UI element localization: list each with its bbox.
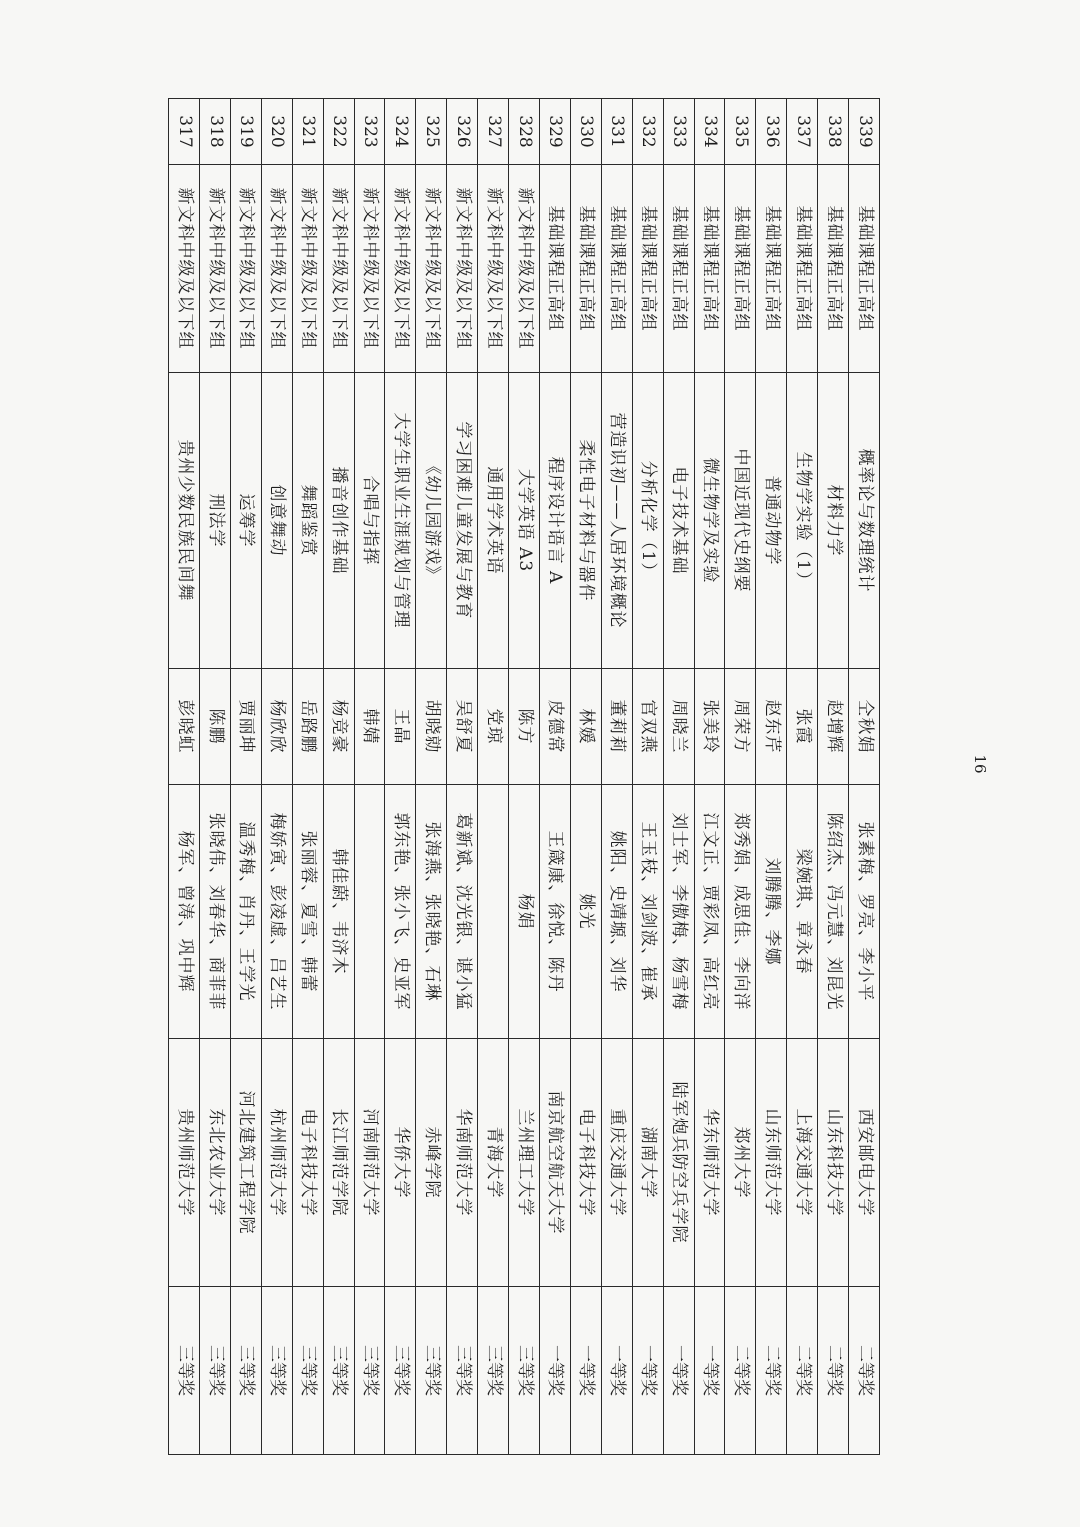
- members-cell: 韩佳蔚、韦济木: [323, 785, 354, 1039]
- leader-cell: 官双燕: [632, 669, 663, 785]
- row-number: 335: [725, 99, 756, 165]
- leader-cell: 仝秋娟: [849, 669, 880, 785]
- leader-cell: 党琼: [478, 669, 509, 785]
- members-cell: 梅娇寅、彭凌虚、吕艺生: [261, 785, 292, 1039]
- group-cell: 新文科中级及以下组: [416, 165, 447, 373]
- members-cell: 王玉枝、刘剑波、崔承: [632, 785, 663, 1039]
- course-cell: 播音创作基础: [323, 373, 354, 669]
- row-number: 333: [663, 99, 694, 165]
- award-cell: 三等奖: [385, 1287, 416, 1455]
- table-row: [323, 99, 354, 1455]
- course-cell: 运筹学: [230, 373, 261, 669]
- award-cell: 三等奖: [292, 1287, 323, 1455]
- award-cell: 三等奖: [354, 1287, 385, 1455]
- table-row: [818, 99, 849, 1455]
- group-cell: 新文科中级及以下组: [323, 165, 354, 373]
- group-cell: 新文科中级及以下组: [261, 165, 292, 373]
- members-cell: 刘腾腾、李娜: [756, 785, 787, 1039]
- table-row: [694, 99, 725, 1455]
- course-cell: 中国近现代史纲要: [725, 373, 756, 669]
- row-number: 330: [570, 99, 601, 165]
- row-number: 318: [200, 99, 231, 165]
- group-cell: 基础课程正高组: [756, 165, 787, 373]
- award-cell: 三等奖: [200, 1287, 231, 1455]
- row-number: 321: [292, 99, 323, 165]
- leader-cell: 贾丽坤: [230, 669, 261, 785]
- members-cell: 梁婉琪、章永春: [787, 785, 818, 1039]
- school-cell: 南京航空航天大学: [540, 1039, 571, 1287]
- members-cell: 张素梅、罗亮、李小平: [849, 785, 880, 1039]
- school-cell: 重庆交通大学: [601, 1039, 632, 1287]
- course-cell: 生物学实验（1）: [787, 373, 818, 669]
- school-cell: 华东师范大学: [694, 1039, 725, 1287]
- leader-cell: 杨欣欣: [261, 669, 292, 785]
- leader-cell: 杨竞豪: [323, 669, 354, 785]
- leader-cell: 周荣方: [725, 669, 756, 785]
- school-cell: 山东师范大学: [756, 1039, 787, 1287]
- award-cell: 一等奖: [540, 1287, 571, 1455]
- table-row: [849, 99, 880, 1455]
- table-row: [200, 99, 231, 1455]
- course-cell: 通用学术英语: [478, 373, 509, 669]
- page-number: 16: [971, 754, 989, 774]
- members-cell: [478, 785, 509, 1039]
- course-cell: 刑法学: [200, 373, 231, 669]
- members-cell: 刘士军、李傲梅、杨雪梅: [663, 785, 694, 1039]
- table-row: [385, 99, 416, 1455]
- members-cell: 温秀梅、肖丹、王学光: [230, 785, 261, 1039]
- leader-cell: 皮德常: [540, 669, 571, 785]
- table-row: [756, 99, 787, 1455]
- row-number: 334: [694, 99, 725, 165]
- school-cell: 杭州师范大学: [261, 1039, 292, 1287]
- group-cell: 新文科中级及以下组: [478, 165, 509, 373]
- award-cell: 三等奖: [169, 1287, 200, 1455]
- members-cell: 江文正、贾彩凤、高红亮: [694, 785, 725, 1039]
- table-row: [663, 99, 694, 1455]
- row-number: 325: [416, 99, 447, 165]
- award-cell: 二等奖: [818, 1287, 849, 1455]
- school-cell: 上海交通大学: [787, 1039, 818, 1287]
- row-number: 324: [385, 99, 416, 165]
- group-cell: 新文科中级及以下组: [200, 165, 231, 373]
- table-row: [509, 99, 540, 1455]
- course-cell: 贵州少数民族民间舞: [169, 373, 200, 669]
- course-cell: 材料力学: [818, 373, 849, 669]
- course-cell: 柔性电子材料与器件: [570, 373, 601, 669]
- table-rotation-frame: [168, 98, 880, 1454]
- school-cell: 河北建筑工程学院: [230, 1039, 261, 1287]
- row-number: 336: [756, 99, 787, 165]
- course-cell: 合唱与指挥: [354, 373, 385, 669]
- table-row: [478, 99, 509, 1455]
- school-cell: 电子科技大学: [570, 1039, 601, 1287]
- table-row: [292, 99, 323, 1455]
- row-number: 329: [540, 99, 571, 165]
- school-cell: 青海大学: [478, 1039, 509, 1287]
- school-cell: 陆军炮兵防空兵学院: [663, 1039, 694, 1287]
- members-cell: 张丽蓉、夏雪、韩蕾: [292, 785, 323, 1039]
- course-cell: 程序设计语言 A: [540, 373, 571, 669]
- group-cell: 基础课程正高组: [570, 165, 601, 373]
- members-cell: 郭东艳、张小飞、史亚军: [385, 785, 416, 1039]
- table-row: [787, 99, 818, 1455]
- table-row: [416, 99, 447, 1455]
- school-cell: 贵州师范大学: [169, 1039, 200, 1287]
- row-number: 326: [447, 99, 478, 165]
- table-row: [169, 99, 200, 1455]
- course-cell: 微生物学及实验: [694, 373, 725, 669]
- course-cell: 营造识初——人居环境概论: [601, 373, 632, 669]
- members-cell: 郑秀娟、成思佳、李向洋: [725, 785, 756, 1039]
- award-cell: 三等奖: [478, 1287, 509, 1455]
- table-row: [447, 99, 478, 1455]
- course-cell: 舞蹈鉴赏: [292, 373, 323, 669]
- school-cell: 华侨大学: [385, 1039, 416, 1287]
- table-row: [230, 99, 261, 1455]
- course-cell: 大学生职业生涯规划与管理: [385, 373, 416, 669]
- award-cell: 二等奖: [725, 1287, 756, 1455]
- leader-cell: 张美玲: [694, 669, 725, 785]
- row-number: 338: [818, 99, 849, 165]
- course-cell: 创意舞动: [261, 373, 292, 669]
- group-cell: 基础课程正高组: [787, 165, 818, 373]
- members-cell: 杨军、曾涛、巩中辉: [169, 785, 200, 1039]
- table-row: [570, 99, 601, 1455]
- leader-cell: 陈鹏: [200, 669, 231, 785]
- rotated-sheet: [168, 98, 880, 1454]
- row-number: 320: [261, 99, 292, 165]
- course-cell: 分析化学（1）: [632, 373, 663, 669]
- group-cell: 新文科中级及以下组: [447, 165, 478, 373]
- members-cell: [354, 785, 385, 1039]
- row-number: 332: [632, 99, 663, 165]
- group-cell: 基础课程正高组: [849, 165, 880, 373]
- group-cell: 新文科中级及以下组: [509, 165, 540, 373]
- members-cell: 杨娟: [509, 785, 540, 1039]
- group-cell: 新文科中级及以下组: [230, 165, 261, 373]
- members-cell: 姚阳、史靖塬、刘华: [601, 785, 632, 1039]
- leader-cell: 韩婧: [354, 669, 385, 785]
- school-cell: 山东科技大学: [818, 1039, 849, 1287]
- table-row: [725, 99, 756, 1455]
- award-cell: 三等奖: [416, 1287, 447, 1455]
- school-cell: 长江师范学院: [323, 1039, 354, 1287]
- group-cell: 新文科中级及以下组: [292, 165, 323, 373]
- table-row: [540, 99, 571, 1455]
- members-cell: 姚光: [570, 785, 601, 1039]
- course-cell: 学习困难儿童发展与教育: [447, 373, 478, 669]
- leader-cell: 周晓兰: [663, 669, 694, 785]
- school-cell: 东北农业大学: [200, 1039, 231, 1287]
- row-number: 319: [230, 99, 261, 165]
- group-cell: 基础课程正高组: [540, 165, 571, 373]
- school-cell: 河南师范大学: [354, 1039, 385, 1287]
- group-cell: 基础课程正高组: [663, 165, 694, 373]
- table-row: [261, 99, 292, 1455]
- row-number: 328: [509, 99, 540, 165]
- school-cell: 赤峰学院: [416, 1039, 447, 1287]
- award-cell: 二等奖: [756, 1287, 787, 1455]
- table-row: [632, 99, 663, 1455]
- school-cell: 郑州大学: [725, 1039, 756, 1287]
- group-cell: 新文科中级及以下组: [169, 165, 200, 373]
- table-row: [601, 99, 632, 1455]
- award-cell: 三等奖: [261, 1287, 292, 1455]
- course-cell: 《幼儿园游戏》: [416, 373, 447, 669]
- group-cell: 新文科中级及以下组: [385, 165, 416, 373]
- row-number: 323: [354, 99, 385, 165]
- row-number: 331: [601, 99, 632, 165]
- leader-cell: 王晶: [385, 669, 416, 785]
- leader-cell: 岳路鹏: [292, 669, 323, 785]
- award-cell: 三等奖: [323, 1287, 354, 1455]
- awards-table: [168, 98, 880, 1455]
- school-cell: 西安邮电大学: [849, 1039, 880, 1287]
- members-cell: 葛新斌、沈光银、谌小猛: [447, 785, 478, 1039]
- table-row: [354, 99, 385, 1455]
- course-cell: 大学英语 A3: [509, 373, 540, 669]
- group-cell: 基础课程正高组: [694, 165, 725, 373]
- leader-cell: 胡晓勍: [416, 669, 447, 785]
- row-number: 339: [849, 99, 880, 165]
- school-cell: 电子科技大学: [292, 1039, 323, 1287]
- row-number: 322: [323, 99, 354, 165]
- award-cell: 一等奖: [570, 1287, 601, 1455]
- group-cell: 基础课程正高组: [601, 165, 632, 373]
- members-cell: 陈绍杰、冯元慧、刘昆光: [818, 785, 849, 1039]
- members-cell: 张海燕、张晓艳、石琳: [416, 785, 447, 1039]
- course-cell: 普通动物学: [756, 373, 787, 669]
- row-number: 337: [787, 99, 818, 165]
- group-cell: 基础课程正高组: [632, 165, 663, 373]
- award-cell: 一等奖: [694, 1287, 725, 1455]
- award-cell: 三等奖: [509, 1287, 540, 1455]
- leader-cell: 林媛: [570, 669, 601, 785]
- school-cell: 湖南大学: [632, 1039, 663, 1287]
- award-cell: 一等奖: [601, 1287, 632, 1455]
- group-cell: 基础课程正高组: [725, 165, 756, 373]
- leader-cell: 赵东芹: [756, 669, 787, 785]
- award-cell: 二等奖: [849, 1287, 880, 1455]
- course-cell: 概率论与数理统计: [849, 373, 880, 669]
- school-cell: 华南师范大学: [447, 1039, 478, 1287]
- leader-cell: 董莉莉: [601, 669, 632, 785]
- leader-cell: 陈方: [509, 669, 540, 785]
- leader-cell: 赵增辉: [818, 669, 849, 785]
- group-cell: 新文科中级及以下组: [354, 165, 385, 373]
- row-number: 327: [478, 99, 509, 165]
- leader-cell: 吴舒夏: [447, 669, 478, 785]
- award-cell: 一等奖: [632, 1287, 663, 1455]
- leader-cell: 彭晓虹: [169, 669, 200, 785]
- award-cell: 一等奖: [663, 1287, 694, 1455]
- row-number: 317: [169, 99, 200, 165]
- leader-cell: 张霞: [787, 669, 818, 785]
- school-cell: 兰州理工大学: [509, 1039, 540, 1287]
- members-cell: 张晓伟、刘春华、商菲菲: [200, 785, 231, 1039]
- award-cell: 三等奖: [230, 1287, 261, 1455]
- group-cell: 基础课程正高组: [818, 165, 849, 373]
- award-cell: 二等奖: [787, 1287, 818, 1455]
- members-cell: 王箴康、徐悦、陈丹: [540, 785, 571, 1039]
- award-cell: 三等奖: [447, 1287, 478, 1455]
- course-cell: 电子技术基础: [663, 373, 694, 669]
